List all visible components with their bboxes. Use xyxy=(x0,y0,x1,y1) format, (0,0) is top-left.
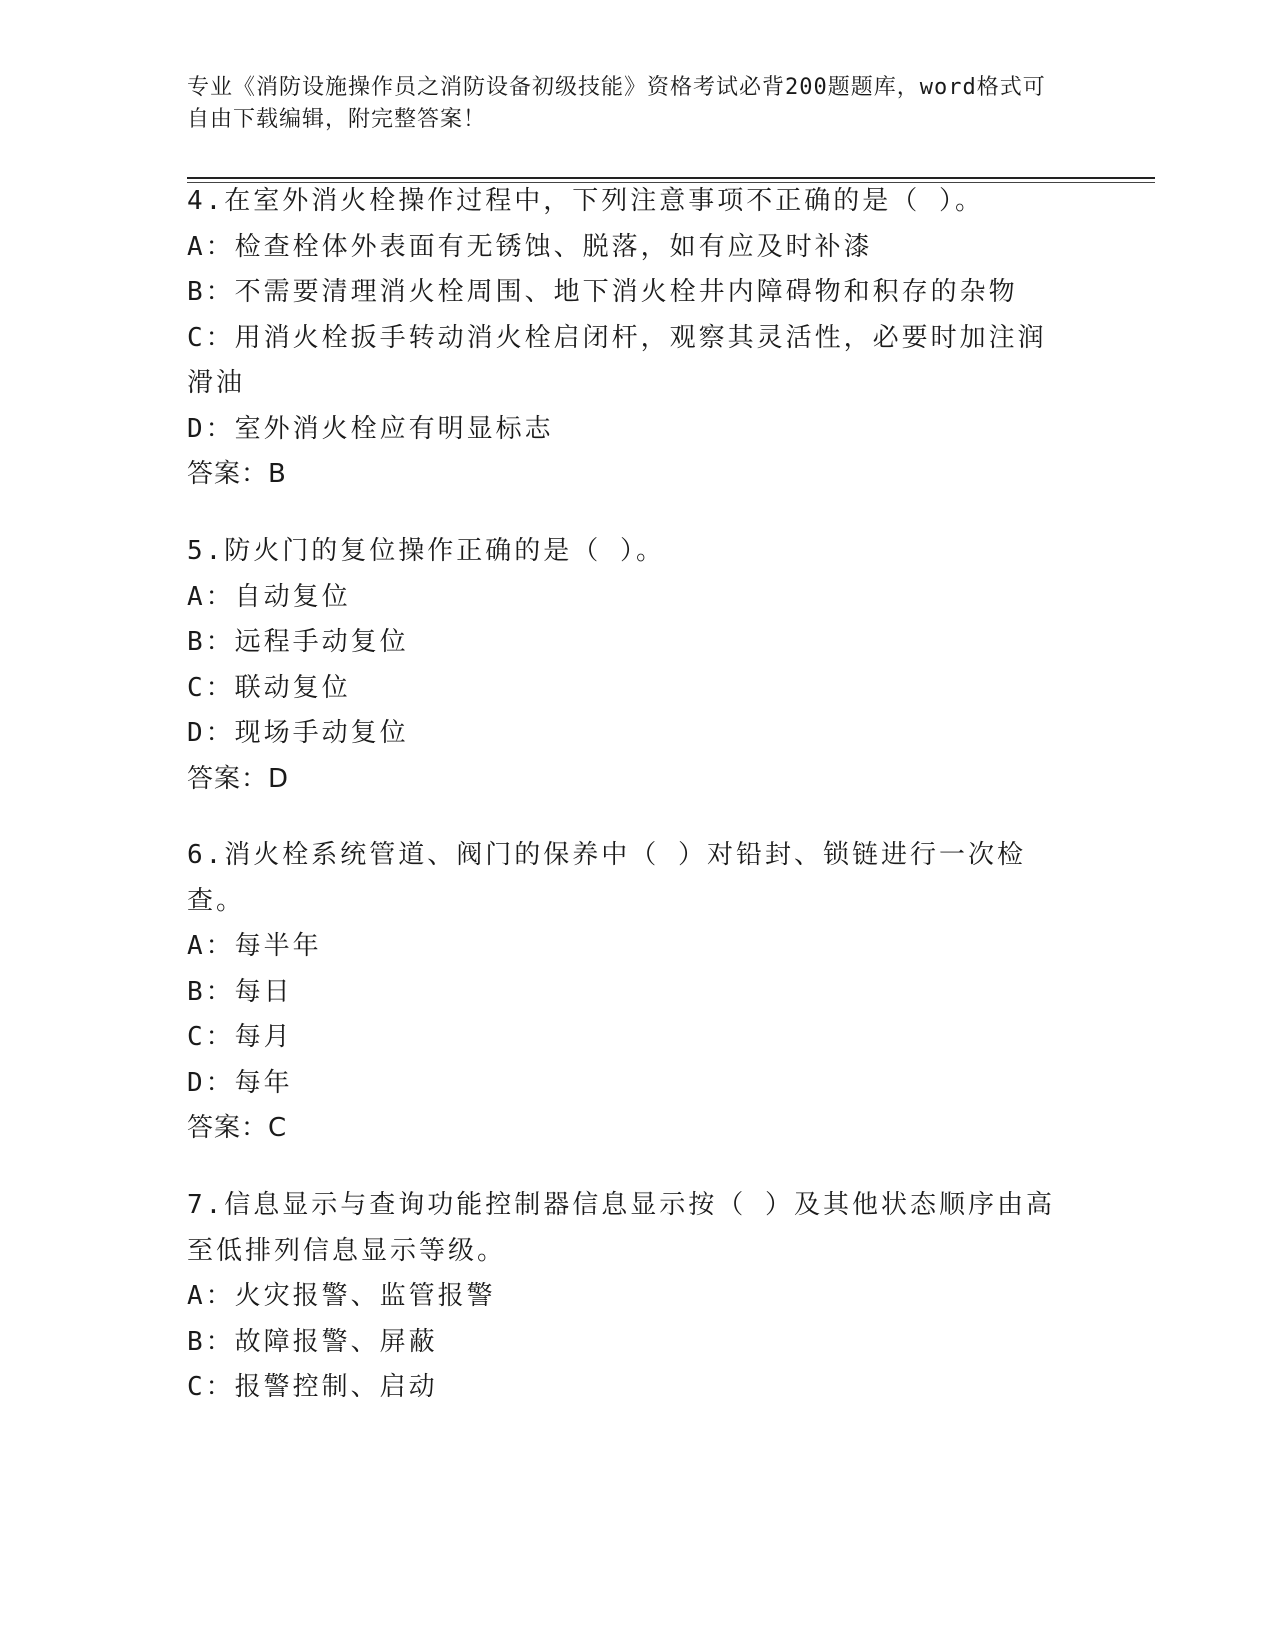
option-c: C：联动复位 xyxy=(187,672,351,703)
option-a: A：检查栓体外表面有无锈蚀、脱落，如有应及时补漆 xyxy=(187,231,873,262)
option-a: A：火灾报警、监管报警 xyxy=(187,1281,496,1311)
question-4 xyxy=(187,179,1067,498)
option-b: B：故障报警、屏蔽 xyxy=(187,1326,438,1357)
answer-text: 答案：C xyxy=(187,1113,288,1143)
answer-text: 答案：D xyxy=(187,763,290,794)
question-stem: 7.信息显示与查询功能控制器信息显示按（ ）及其他状态顺序由高至低排列信息显示等级。 xyxy=(187,1190,1055,1266)
question-stem: 6.消火栓系统管道、阀门的保养中（ ）对铅封、锁链进行一次检查。 xyxy=(187,840,1026,916)
question-stem: 5.防火门的复位操作正确的是（ ）。 xyxy=(187,536,665,566)
option-b: B：每日 xyxy=(187,976,293,1007)
question-6 xyxy=(187,833,1067,1152)
question-7 xyxy=(187,1183,1067,1411)
option-c: C：用消火栓扳手转动消火栓启闭杆，观察其灵活性，必要时加注润滑油 xyxy=(187,322,1047,398)
question-stem: 4.在室外消火栓操作过程中，下列注意事项不正确的是（ ）。 xyxy=(187,186,984,216)
option-c: C：报警控制、启动 xyxy=(187,1372,438,1402)
option-d: D：现场手动复位 xyxy=(187,718,409,748)
document-header: 专业《消防设施操作员之消防设备初级技能》资格考试必背200题题库，word格式可自由下载编辑，附完整答案！ xyxy=(187,75,1046,132)
option-b: B：不需要清理消火栓周围、地下消火栓井内障碍物和积存的杂物 xyxy=(187,277,1018,307)
option-d: D：室外消火栓应有明显标志 xyxy=(187,413,554,444)
option-a: A：自动复位 xyxy=(187,581,351,612)
option-b: B：远程手动复位 xyxy=(187,627,409,657)
option-c: C：每月 xyxy=(187,1022,293,1052)
option-a: A：每半年 xyxy=(187,931,322,961)
option-d: D：每年 xyxy=(187,1067,293,1098)
question-5 xyxy=(187,529,1067,802)
answer-text: 答案：B xyxy=(187,459,287,489)
